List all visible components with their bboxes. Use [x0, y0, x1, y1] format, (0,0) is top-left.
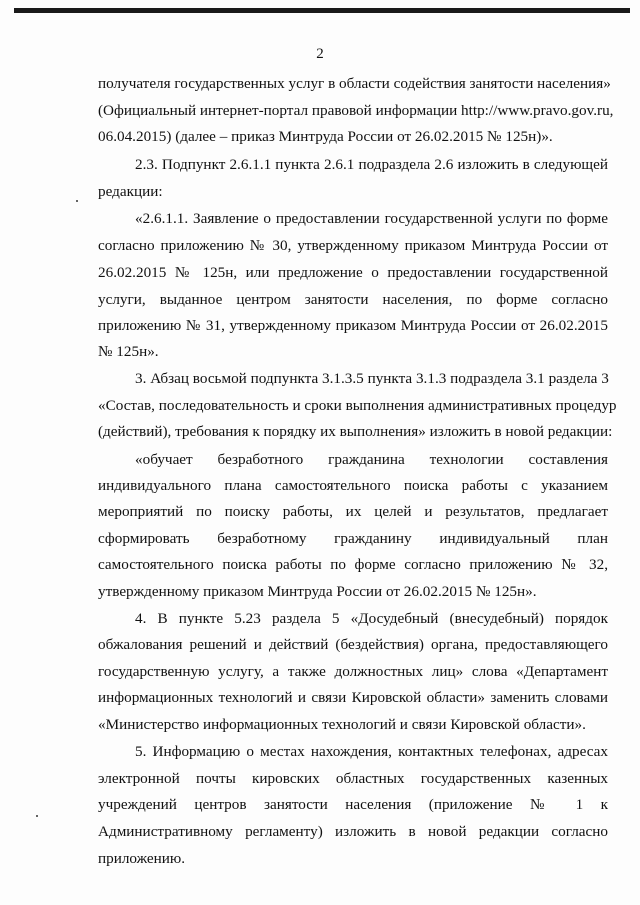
text-line: 3. Абзац восьмой подпункта 3.1.3.5 пункта 3.1.3 подраздела 3.1 раздела 3: [135, 370, 609, 387]
text-line: приложению.: [98, 850, 186, 867]
text-line: услуги, выданное центром занятости населения, по форме согласно: [98, 291, 608, 308]
text-line: обжалования решений и действий (бездействия) органа, предоставляющего: [98, 636, 608, 653]
text-line: 2.3. Подпункт 2.6.1.1 пункта 2.6.1 подраздела 2.6 изложить в следующей: [135, 156, 608, 173]
text-line: 5. Информацию о местах нахождения, контактных телефонах, адресах: [135, 743, 608, 760]
text-line: Административному регламенту) изложить в новой редакции согласно: [98, 823, 608, 840]
text-line: согласно приложению № 30, утвержденному приказом Минтруда России от: [98, 237, 608, 254]
text-line: «обучает безработного гражданина технологии составления: [135, 451, 608, 468]
scan-speck: [36, 815, 38, 817]
text-line: учреждений центров занятости населения (приложение № 1 к: [98, 796, 608, 813]
text-line: мероприятий по поиску работы, их целей и результатов, предлагает: [98, 503, 608, 520]
text-line: 4. В пункте 5.23 раздела 5 «Досудебный (внесудебный) порядок: [135, 610, 608, 627]
scan-speck: [76, 200, 78, 202]
text-line: № 125н».: [98, 343, 159, 360]
page-number: 2: [316, 46, 324, 62]
text-line: приложению № 31, утвержденному приказом Минтруда России от 26.02.2015: [98, 317, 608, 334]
text-line: 06.04.2015) (далее – приказ Минтруда России от 26.02.2015 № 125н)».: [98, 128, 553, 145]
text-line: (действий), требования к порядку их выполнения» изложить в новой редакции:: [98, 423, 613, 440]
text-line: «Состав, последовательность и сроки выполнения административных процедур: [98, 397, 617, 414]
text-line: (Официальный интернет-портал правовой информации http://www.pravo.gov.ru,: [98, 102, 614, 119]
text-line: 26.02.2015 № 125н, или предложение о предоставлении государственной: [98, 264, 608, 281]
text-line: самостоятельного поиска работы по форме согласно приложению № 32,: [98, 556, 608, 573]
text-line: «2.6.1.1. Заявление о предоставлении государственной услуги по форме: [135, 210, 608, 227]
text-line: получателя государственных услуг в области содействия занятости населения»: [98, 75, 611, 92]
text-line: информационных технологий и связи Кировской области» заменить словами: [98, 689, 608, 706]
text-line: «Министерство информационных технологий и связи Кировской области».: [98, 716, 586, 733]
text-line: утвержденному приказом Минтруда России от 26.02.2015 № 125н».: [98, 583, 537, 600]
top-border-line: [14, 8, 630, 13]
text-line: сформировать безработному гражданину индивидуальный план: [98, 530, 608, 547]
text-line: индивидуального плана самостоятельного поиска работы с указанием: [98, 477, 608, 494]
text-line: электронной почты кировских областных государственных казенных: [98, 770, 608, 787]
text-line: редакции:: [98, 183, 163, 200]
text-line: государственную услугу, а также должностных лиц» слова «Департамент: [98, 663, 608, 680]
